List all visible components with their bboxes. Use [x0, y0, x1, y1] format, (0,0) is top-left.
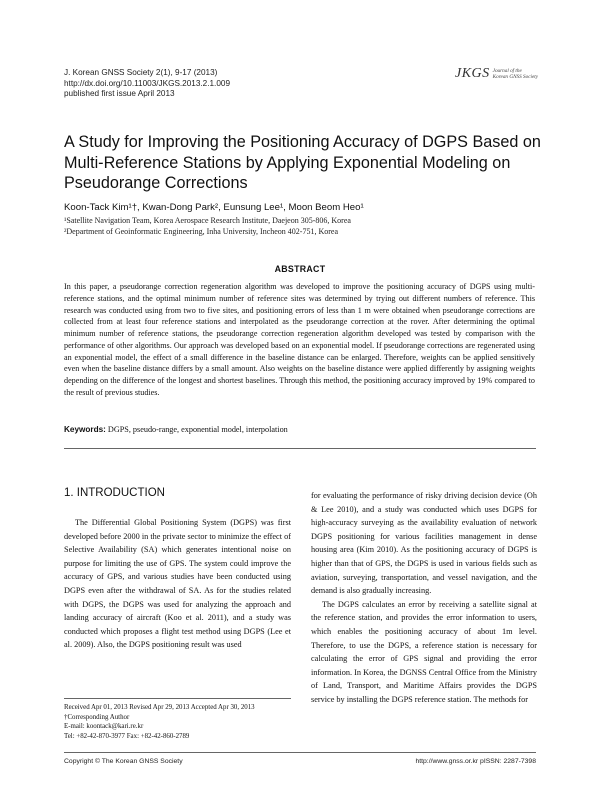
footer-copyright: Copyright © The Korean GNSS Society [64, 758, 183, 765]
body-column-left [64, 516, 291, 652]
logo-text-line-1: Journal of the [492, 68, 522, 74]
corresponding-author: †Corresponding Author [64, 713, 130, 721]
keywords-label: Keywords: [64, 425, 106, 434]
logo-mark: JKGS [454, 66, 490, 81]
body-column-right [311, 489, 537, 707]
received-dates: Received Apr 01, 2013 Revised Apr 29, 2013 Accepted Apr 30, 2013 [64, 704, 255, 711]
author-email[interactable]: E-mail: koontack@kari.re.kr [64, 723, 144, 730]
section-heading: 1. INTRODUCTION [64, 487, 165, 499]
meta-divider [64, 698, 291, 699]
abstract-heading: ABSTRACT [274, 264, 326, 274]
abstract-text: In this paper, a pseudorange correction regeneration algorithm was developed to improve the positioning accuracy of DGPS using multi-reference stations, and the optimal minimum number of reference sites was determined by trying out different numbers of reference. This research was conducted using from two to five sites, and positioning errors of less than 1 m were obtained when pseudorange corrections are collected from at least four reference stations and interpolated as the pseudorange correction at the rover. After determining the optimal minimum number of reference stations, the pseudorange correction regeneration algorithm developed was tested by comparison with the performance of other algorithms. Our approach was developed based on an exponential model. If pseudorange corrections are regenerated using an exponential model, the effect of a small difference in the baseline distance can be enlarged. Therefore, weights can be applied sensitively even when the baseline distance differs by a small amount. Also weights on the baseline distance were applied differently by assigning weights depending on the difference of the longest and shortest baselines. Through this method, the positioning accuracy improved by 19% compared to the result of previous studies. [64, 282, 535, 397]
logo-text [493, 66, 538, 80]
affiliation-2: ²Department of Geoinformatic Engineering, Inha University, Incheon 402-751, Korea [64, 226, 339, 236]
logo-text-line-2: Korean GNSS Society [492, 74, 538, 80]
doi-link[interactable]: http://dx.doi.org/10.11003/JKGS.2013.2.1.009 [64, 78, 230, 88]
author-phone: Tel: +82-42-870-3977 Fax: +82-42-860-2789 [64, 732, 190, 740]
footer-divider [64, 752, 536, 753]
paragraph: for evaluating the performance of risky driving decision device (Oh & Lee 2010), and a study was conducted which uses DGPS for high-accuracy surveying as the availability evaluation of network DGPS positioning for various facilities management in dense housing area (Kim 2010). As the positioning accuracy of DGPS is higher than that of GPS, the DGPS is used in various fields such as aviation, surveying, transportation, and vessel navigation, and the demand is also gradually increasing. [311, 491, 537, 596]
author-list: Koon-Tack Kim¹†, Kwan-Dong Park², Eunsung Lee¹, Moon Beom Heo¹ [64, 202, 364, 213]
journal-citation: J. Korean GNSS Society 2(1), 9-17 (2013) [64, 68, 218, 77]
abstract-divider [64, 448, 536, 449]
affiliation-1: ¹Satellite Navigation Team, Korea Aerospace Research Institute, Daejeon 305-806, Korea [64, 216, 351, 225]
paragraph: The Differential Global Positioning System (DGPS) was first developed before 2000 in the private sector to minimize the effect of Selective Availability (SA) which generates intentional noise on purpose for limiting the use of GPS. The system could improve the accuracy of GPS, and various studies have been conducted using DGPS even after the withdrawal of SA. As for the studies related with DGPS, the DGPS was used for analyzing the approach and landing accuracy of aircraft (Koo et al. 2011), and a study was conducted which proposes a flight test method using DGPS (Lee et al. 2009). Also, the DGPS positioning result was used [64, 518, 291, 650]
keywords-value: DGPS, pseudo-range, exponential model, interpolation [107, 425, 288, 434]
keywords-line [64, 425, 288, 434]
footer-url-issn[interactable]: http://www.gnss.or.kr pISSN: 2287-7398 [415, 758, 536, 765]
publication-note: published first issue April 2013 [64, 89, 175, 98]
paragraph: The DGPS calculates an error by receiving a satellite signal at the reference station, and provides the error information to users, which enables the positioning accuracy of about 1m level. Therefore, to use the DGPS, a reference station is necessary for calculating the error of GPS signal and providing the error information. In Korea, the DGNSS Central Office from the Ministry of Land, Transport, and Maritime Affairs provides the DGPS service by installing the DGPS reference station. The methods for [311, 599, 537, 704]
journal-logo [455, 66, 538, 82]
paper-title: A Study for Improving the Positioning Accuracy of DGPS Based on Multi-Reference Stations by Applying Exponential Modeling on Pseudorange Corrections [64, 133, 541, 192]
